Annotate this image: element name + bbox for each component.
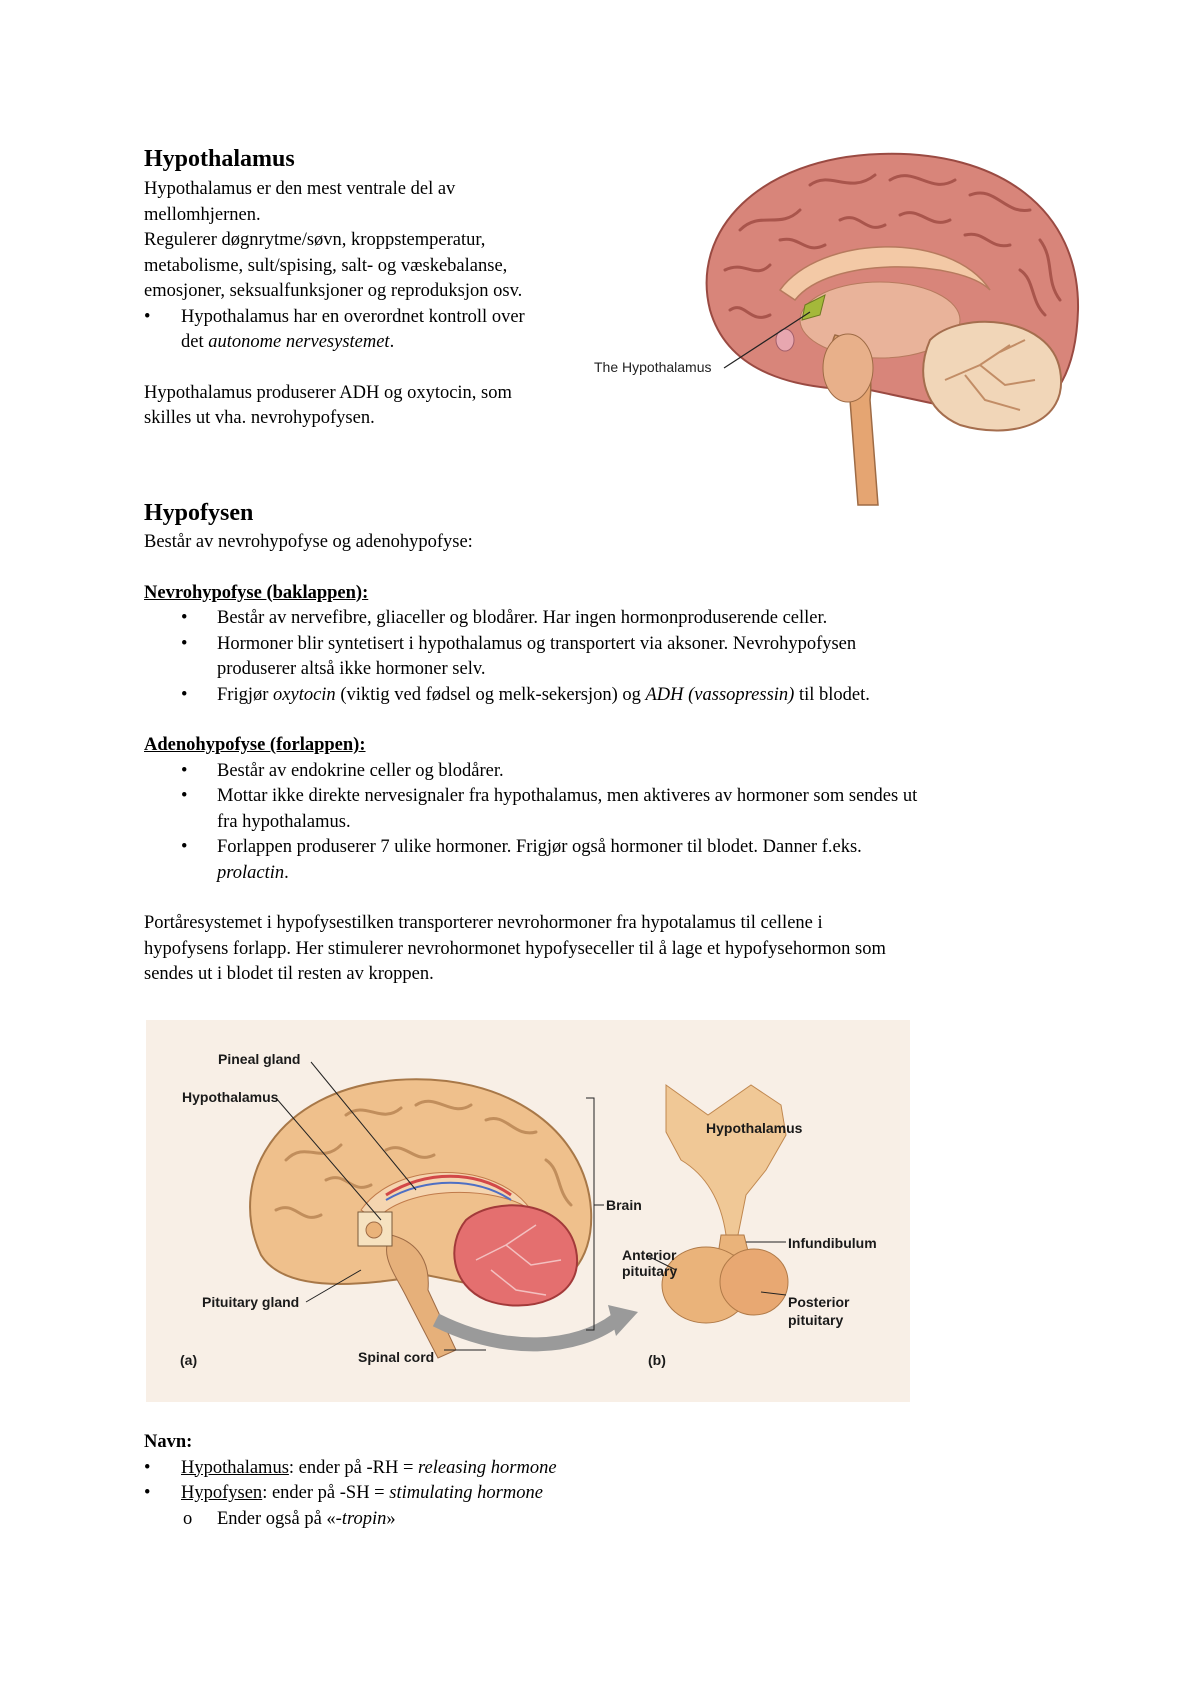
navn-list	[144, 1456, 844, 1533]
regulation-line: Regulerer døgnrytme/søvn, kroppstemperatur,	[144, 230, 486, 250]
cerebellum	[923, 322, 1061, 431]
bullet-icon: •	[144, 1483, 151, 1503]
label-anterior-pituitary: pituitary	[622, 1263, 678, 1279]
portal-paragraph-line: hypofysens forlapp. Her stimulerer nevrohormonet hypofyseceller til å lage et hypofysehormon som	[144, 938, 886, 959]
label-pituitary-gland: Pituitary gland	[202, 1294, 300, 1310]
bullet-icon: •	[181, 633, 188, 654]
label-hypothalamus-b: Hypothalamus	[706, 1120, 803, 1136]
label-hypothalamus-a: Hypothalamus	[182, 1089, 279, 1105]
list-item: • Hormoner blir syntetisert i hypothalamus og transportert via aksoner. Nevrohypofysen produserer altså ikke hormoner selv.	[181, 633, 857, 679]
label-spinal-cord: Spinal cord	[358, 1349, 435, 1365]
hypofysen-intro: Består av nevrohypofyse og adenohypofyse:	[144, 532, 473, 552]
navn-heading: Navn:	[144, 1432, 193, 1452]
hypothalamus-b	[666, 1085, 786, 1235]
adenohypofyse-list	[181, 759, 1104, 887]
list-item: • Hypothalamus har en overordnet kontroll over det autonome nervesystemet.	[144, 306, 525, 352]
navn-sublist	[183, 1507, 844, 1533]
sub-list-item: o Ender også på «-tropin»	[217, 1507, 844, 1533]
circle-bullet-icon: o	[183, 1508, 193, 1529]
regulation-line: emosjoner, seksualfunksjoner og reproduksjon osv.	[144, 281, 523, 301]
label-anterior: Anterior	[622, 1247, 677, 1263]
hypothalamus-brain-figure	[594, 140, 1100, 550]
adenohypofyse-heading: Adenohypofyse (forlappen):	[144, 735, 366, 755]
nevrohypofyse-list	[181, 606, 1104, 708]
bullet-icon: •	[181, 684, 188, 705]
regulation-line: metabolisme, sult/spising, salt- og væskebalanse,	[144, 255, 508, 276]
bullet-icon: •	[181, 608, 188, 628]
list-item: • Består av nervefibre, gliaceller og blodårer. Har ingen hormonproduserende celler.	[217, 606, 1104, 632]
pituitary-illustration	[146, 1020, 910, 1402]
list-item: • Forlappen produserer 7 ulike hormoner. Frigjør også hormoner til blodet. Danner f.eks. prolactin.	[181, 837, 862, 883]
intro-line: Hypothalamus er den mest ventrale del av	[144, 179, 456, 199]
label-infundibulum: Infundibulum	[788, 1235, 877, 1251]
panel-label-a: (a)	[180, 1352, 198, 1368]
bullet-icon: •	[144, 306, 151, 327]
hypothalamus-figure-label: The Hypothalamus	[594, 359, 712, 375]
brain-illustration	[594, 140, 1100, 550]
label-posterior-pituitary: pituitary	[788, 1312, 844, 1328]
bullet-icon: •	[181, 837, 188, 857]
pituitary-a	[366, 1222, 382, 1238]
section-heading-hypothalamus: Hypothalamus	[144, 146, 295, 172]
hypothalamus-text	[144, 177, 614, 432]
hypofysen-section	[144, 500, 253, 527]
arrow-head	[608, 1305, 638, 1336]
portal-paragraph-line: Portåresystemet i hypofysestilken transporterer nevrohormoner fra hypotalamus til cellene i	[144, 913, 823, 933]
bullet-icon: •	[181, 760, 188, 781]
bullet-icon: •	[144, 1457, 151, 1478]
portal-paragraph-line: sendes ut i blodet til resten av kroppen.	[144, 964, 434, 984]
pituitary-figure	[146, 1020, 910, 1402]
bullet-icon: •	[181, 786, 188, 806]
hypothalamus-section	[144, 146, 295, 173]
intro-line: mellomhjernen.	[144, 204, 261, 225]
label-posterior: Posterior	[788, 1294, 850, 1310]
arrow-shaft	[436, 1320, 616, 1344]
navn-section	[144, 1430, 844, 1532]
posterior-pituitary-shape	[720, 1249, 788, 1315]
list-item: • Hypofysen: ender på -SH = stimulating hormone o Ender også på «-tropin»	[181, 1481, 844, 1532]
adh-line: skilles ut vha. nevrohypofysen.	[144, 408, 375, 428]
section-heading-hypofysen: Hypofysen	[144, 500, 254, 526]
list-item: • Frigjør oxytocin (viktig ved fødsel og melk-sekersjon) og ADH (vassopressin) til blodet.	[217, 683, 1104, 709]
pons	[823, 334, 873, 402]
label-pineal-gland: Pineal gland	[218, 1051, 301, 1067]
hypofysen-text	[144, 530, 1104, 988]
adh-line: Hypothalamus produserer ADH og oxytocin, som	[144, 382, 512, 403]
list-item: • Hypothalamus: ender på -RH = releasing hormone	[181, 1456, 844, 1482]
list-item: • Består av endokrine celler og blodårer.	[217, 759, 1104, 785]
panel-label-b: (b)	[648, 1352, 666, 1368]
nevrohypofyse-heading: Nevrohypofyse (baklappen):	[144, 582, 369, 603]
hypothalamus-bullet-list	[144, 305, 614, 356]
list-item: • Mottar ikke direkte nervesignaler fra hypothalamus, men aktiveres av hormoner som sendes ut fra hypothalamus.	[181, 786, 918, 832]
label-brain: Brain	[606, 1197, 642, 1213]
